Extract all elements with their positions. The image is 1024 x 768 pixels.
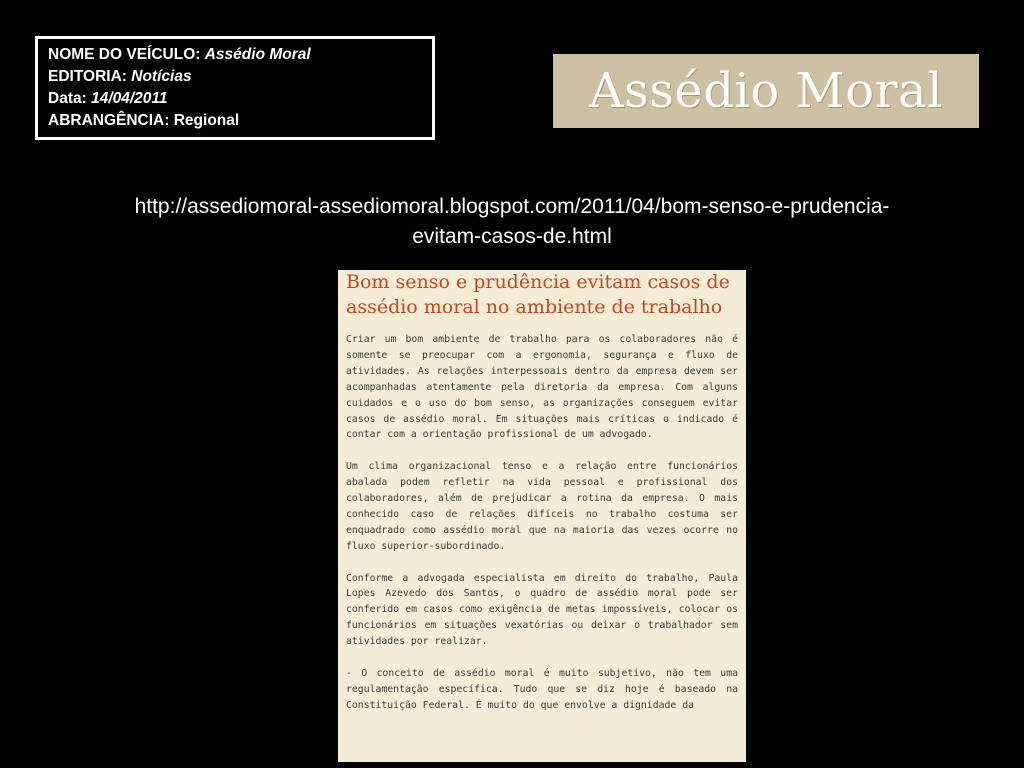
logo-text: Assédio Moral xyxy=(588,63,944,119)
scope-value: Regional xyxy=(173,112,240,129)
source-url-line-2[interactable]: evitam-casos-de.html xyxy=(412,225,612,248)
date-value: 14/04/2011 xyxy=(91,90,168,107)
article-paragraph: Criar um bom ambiente de trabalho para os colaboradores não é somente se preocupar com a ergonomia, segurança e fluxo de atividades. As relações interpessoais dentro da empresa devem ser acompanhadas atentamente pela diretoria da empresa. Com alguns cuidados e o uso do bom senso, as organizações conseguem evitar casos de assédio moral. Em situações mais críticas o indicado é contar com a orientação profissional de um advogado. xyxy=(346,334,738,441)
article-title: Bom senso e prudência evitam casos de assédio moral no ambiente de trabalho xyxy=(346,271,730,318)
article-paragraph: - O conceito de assédio moral é muito subjetivo, não tem uma regulamentação específica. Tudo que se diz hoje é baseado na Constituição Federal. É muito do que envolve a dignidade da xyxy=(346,667,738,711)
section-value: Notícias xyxy=(131,68,192,85)
publication-logo xyxy=(553,54,979,128)
vehicle-label: NOME DO VEÍCULO: xyxy=(48,46,201,63)
source-url[interactable] xyxy=(30,192,994,252)
date-row xyxy=(48,88,422,110)
section-label: EDITORIA: xyxy=(48,68,127,85)
article-paragraph: Conforme a advogada especialista em direito do trabalho, Paula Lopes Azevedo dos Santos, o quadro de assédio moral pode ser conferido em casos como exigência de metas impossíveis, colocar os funcionários em situações vexatórias ou deixar o trabalhador sem atividades por realizar. xyxy=(346,572,738,648)
scope-label: ABRANGÊNCIA: xyxy=(48,112,170,129)
vehicle-row xyxy=(48,44,422,66)
article-clipping xyxy=(338,270,746,762)
date-label: Data: xyxy=(48,90,87,107)
article-paragraph: Um clima organizacional tenso e a relação entre funcionários abalada podem refletir na vida pessoal e profissional dos colaboradores, além de prejudicar a rotina da empresa. O mais conhecido caso de relações difíceis no trabalho costuma ser enquadrado como assédio moral que na maioria das vezes ocorre no fluxo superior-subordinado. xyxy=(346,461,738,552)
section-row xyxy=(48,66,422,88)
article-body xyxy=(346,332,738,714)
scope-row xyxy=(48,110,422,132)
vehicle-info-box xyxy=(35,36,435,140)
source-url-line-1[interactable]: http://assediomoral-assediomoral.blogspot.com/2011/04/bom-senso-e-prudencia- xyxy=(134,195,890,218)
vehicle-value: Assédio Moral xyxy=(204,46,311,63)
